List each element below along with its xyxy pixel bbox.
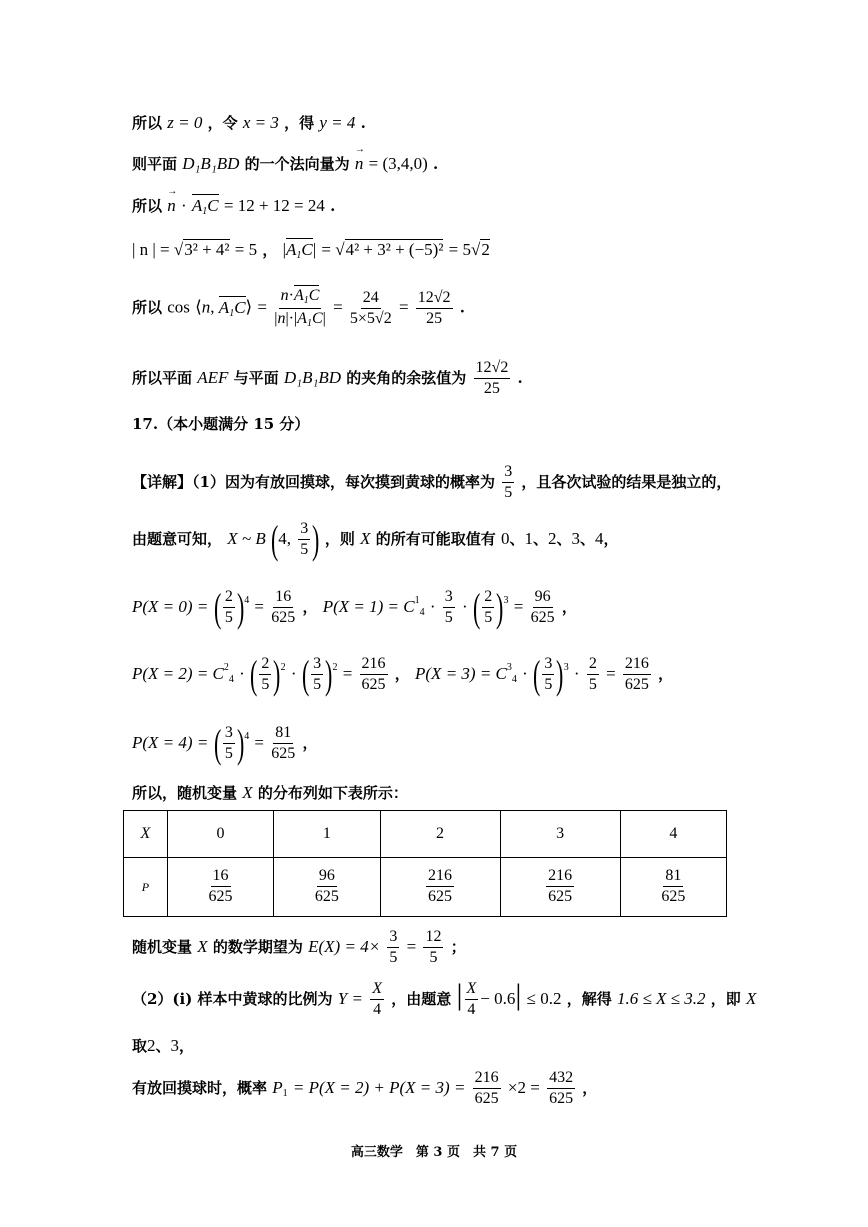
vector-n: → n [355, 155, 364, 172]
text: . [330, 197, 336, 215]
math: z = 0 [167, 113, 203, 132]
text: 的夹角的余弦值为 [346, 368, 467, 387]
fraction: $\frac{2}{5}$ [261, 655, 270, 693]
exponent: 2 [280, 662, 286, 673]
text: 、 [155, 1037, 171, 1055]
fraction: $\frac{2}{5}$ [484, 588, 493, 626]
solution-line: 所以 cos ⟨n, $A_1C⟩$ = $\frac{n\cdot A_1C}{|n|\cdot|A_1C|}$ = $\frac{24}{5\times 5√2}$ = $\frac{12√2}{25}$ . [132, 287, 466, 329]
fraction: $\frac{2}{5}$ [224, 588, 233, 626]
table-cell: 3 [500, 811, 620, 858]
solution-line [132, 155, 438, 172]
text: ； [450, 937, 466, 956]
table-header-row [124, 811, 727, 858]
table-cell: $\frac{81}{625}$ [620, 858, 726, 917]
math: 3 [571, 529, 580, 548]
math: P(X = 4) = [132, 733, 209, 752]
math: = 12 + 12 = 24 [223, 196, 325, 215]
text: . [459, 298, 466, 317]
table-row [124, 858, 727, 917]
math: 3 [170, 1036, 180, 1055]
table-cell: $\frac{16}{625}$ [167, 858, 273, 917]
text: 有放回摸球时，概率 [132, 1078, 268, 1097]
math: = [254, 597, 265, 616]
math: · [461, 597, 468, 616]
math: D₁B₁BD [182, 154, 240, 173]
text: . [517, 368, 523, 387]
text: 则平面 [132, 155, 178, 173]
fraction: $\frac{96}{625}$ [530, 588, 555, 626]
solution-line [132, 464, 731, 502]
text: ，且各次试验的结果是独立的， [521, 472, 732, 491]
math: = [513, 597, 524, 616]
vector-a1c: $A_1C$ [191, 196, 219, 217]
probability-line: P(X = 4) = ( $\frac{3}{5}$ )$^4$ = $\frac{81}{625}$ ， [132, 721, 318, 766]
fraction: $\frac{12√2}{25}$ [475, 359, 509, 397]
footer-text: 高三数学 第 3 页 共 7 页 [350, 1145, 518, 1160]
text: 17.（本小题满分 15 分） [132, 415, 310, 433]
math: 2 [547, 529, 557, 548]
fraction: $\frac{3}{5}$ [544, 655, 553, 693]
math: 2 [481, 240, 490, 259]
text: 、 [580, 530, 596, 548]
math: Y = [337, 989, 363, 1008]
math: P(X = 1) = C [322, 597, 415, 616]
fraction: $\frac{n\cdot A_1C}{|n|\cdot|A_1C|}$ [274, 287, 326, 329]
text: ，令 [207, 114, 238, 132]
exponent: 2 [332, 662, 338, 673]
sqrt-sign: √ [173, 240, 184, 259]
text: 所以 [132, 298, 163, 317]
exponent: 3 [563, 662, 569, 673]
text: ， [658, 665, 674, 683]
table-cell: 2 [380, 811, 500, 858]
text: ， [262, 241, 278, 259]
solution-line [132, 980, 756, 1019]
math: X [360, 529, 371, 548]
probability-line: P(X = 0) = ( $\frac{2}{5}$ )$^4$ = $\frac{16}{625}$ ， $P(X = 1) = C^1_4$ · $\frac{3}{5}$ · ( $\frac{2}{5}$ )$^3$ = $\frac{96}{625}$ ， [132, 585, 577, 630]
math: = [321, 240, 336, 259]
problem-heading [132, 417, 309, 432]
math: = 5 [234, 240, 258, 259]
math: P(X = 2) = C [132, 664, 224, 683]
text: ， [561, 598, 577, 616]
text: 的分布列如下表所示： [257, 784, 408, 802]
distribution-table [123, 810, 727, 917]
math: E(X) = 4× [308, 936, 381, 956]
abs-bar: | [312, 240, 317, 259]
math: 4, [278, 529, 292, 548]
solution-line [132, 360, 523, 398]
math: − 0.6 [480, 989, 516, 1008]
math: P(X = 3) = C [415, 664, 507, 683]
math: 4² + 3² + (−5)² [345, 240, 444, 259]
math: · [239, 664, 245, 683]
fraction: $\frac{432}{625}$ [549, 1069, 574, 1107]
fraction: $\frac{12√2}{25}$ [417, 288, 451, 327]
text: 、 [532, 530, 548, 548]
text: ， [582, 1078, 598, 1097]
text: 的数学期望为 [212, 937, 303, 956]
exponent: 3 [503, 595, 509, 606]
text: 【详解】（1）因为有放回摸球，每次摸到黄球的概率为 [132, 472, 495, 491]
fraction: $\frac{12}{5}$ [425, 928, 442, 966]
text: 所以 [132, 114, 163, 132]
math: ×2 = [507, 1077, 540, 1097]
math: X [242, 783, 253, 802]
math: X ~ B [227, 529, 266, 548]
math: 1 [524, 529, 533, 548]
math: = [342, 664, 353, 683]
exponent: 4 [244, 595, 250, 606]
math: cos [167, 297, 190, 317]
fraction: $\frac{3}{5}$ [313, 655, 322, 693]
solution-line [132, 1037, 194, 1054]
angle-bracket: ⟨n, $A_1C⟩$ [195, 297, 253, 319]
vector-a1c: $A_1C$ [286, 240, 313, 261]
fraction: $\frac{81}{625}$ [271, 724, 296, 762]
text: ， [603, 530, 619, 548]
text: . [360, 114, 366, 132]
math: = P(X = 2) + P(X = 3) = [292, 1077, 466, 1097]
fraction: $\frac{3}{5}$ [389, 928, 398, 966]
solution-line [132, 241, 490, 261]
abs-bar: | [282, 240, 286, 259]
text: 、 [556, 530, 572, 548]
math: = [254, 733, 265, 752]
solution-line: 有放回摸球时，概率 $P_1 = P(X = 2) + P(X = 3)$ = $\frac{216}{625}$ ×2 = $\frac{432}{625}$ ， [132, 1069, 598, 1107]
text: 取 [132, 1037, 148, 1055]
fraction: $\frac{3}{5}$ [504, 463, 513, 501]
text: ， [302, 734, 318, 752]
sqrt-sign: √ [471, 240, 481, 259]
table-cell: $\frac{216}{625}$ [500, 858, 620, 917]
table-cell: $\frac{216}{625}$ [380, 858, 500, 917]
math: 0 [500, 529, 510, 548]
text: ， [302, 598, 318, 616]
table-cell: 0 [167, 811, 273, 858]
text: ， [394, 665, 410, 683]
text: 随机变量 [132, 937, 193, 956]
text: ， [179, 1037, 195, 1055]
math: 4 [595, 529, 604, 548]
math: = 5 [448, 240, 472, 259]
text: ，由题意 [391, 990, 452, 1008]
sqrt-sign: √ [335, 240, 345, 259]
fraction: $\frac{16}{625}$ [271, 588, 296, 626]
table-cell: 1 [274, 811, 380, 858]
math: · [573, 664, 580, 683]
fraction: $\frac{X}{4}$ [372, 980, 382, 1018]
text: 所以，随机变量 [132, 784, 238, 802]
math: · [429, 597, 436, 616]
math: D₁B₁BD [283, 367, 342, 387]
text: . [433, 155, 439, 173]
math: AEF [197, 367, 229, 387]
abs-bar: | [456, 978, 463, 1011]
math: = (3,4,0) [368, 154, 428, 173]
solution-line [132, 197, 335, 217]
fraction: $\frac{2}{5}$ [588, 655, 597, 693]
fraction: $\frac{216}{625}$ [361, 655, 386, 693]
fraction: $\frac{216}{625}$ [624, 655, 649, 693]
exponent: 4 [244, 731, 250, 742]
math: · [290, 664, 297, 683]
table-cell: X [124, 811, 168, 858]
dot: · [180, 196, 187, 215]
probability-line: $P(X = 2) = C^2_4$ · ( $\frac{2}{5}$ )$^2$ · ( $\frac{3}{5}$ )$^2$ = $\frac{216}{625}$ ， $P(X = 3) = C^3_4$ · ( $\frac{3}{5}$ )$^3$ · $\frac{2}{5}$ = $\frac{216}{625}$ ， [132, 652, 674, 697]
text: 所以 [132, 197, 163, 215]
fraction: $\frac{3}{5}$ [224, 724, 233, 762]
math: y = 4 [319, 113, 356, 132]
math: | n | = [132, 240, 174, 259]
text: 、 [509, 530, 525, 548]
solution-line [132, 929, 466, 967]
math: ≤ 0.2 [526, 989, 562, 1008]
fraction: $\frac{24}{5\times 5√2}$ [349, 288, 392, 327]
text: 的一个法向量为 [244, 155, 350, 173]
math: = [606, 664, 616, 683]
text: 与平面 [233, 368, 279, 387]
fraction: $\frac{3}{5}$ [300, 520, 309, 558]
solution-line: 由题意可知， X ~ B (4, $\frac{3}{5}$ ) ，则 X 的所有可能取值有 0、1、2、3、4， [132, 517, 619, 562]
vector-n: → n [167, 197, 176, 214]
fraction: $\frac{3}{5}$ [444, 588, 453, 626]
text: 的所有可能取值有 [375, 530, 496, 548]
table-cell: P [124, 858, 168, 917]
text: ，即 [710, 990, 741, 1008]
text: ，则 [324, 530, 355, 548]
math: X [197, 936, 208, 956]
solution-line [132, 114, 366, 131]
text: （2）(i) 样本中黄球的比例为 [132, 990, 333, 1008]
text: 由题意可知， [132, 530, 223, 548]
table-cell: $\frac{96}{625}$ [274, 858, 380, 917]
math: 3² + 4² [184, 240, 230, 259]
fraction: $\frac{216}{625}$ [474, 1069, 499, 1107]
page-footer [0, 1141, 868, 1160]
math: · [522, 664, 528, 683]
abs-bar: | [515, 978, 522, 1011]
math: 2 [147, 1036, 156, 1055]
math: P(X = 0) = [132, 597, 209, 616]
table-cell: 4 [620, 811, 726, 858]
text: ，解得 [566, 990, 612, 1008]
solution-line [132, 784, 408, 801]
math: x = 3 [242, 113, 279, 132]
text: 所以平面 [132, 368, 193, 387]
math: = [406, 936, 417, 956]
math: X [745, 989, 757, 1008]
math: 1.6 ≤ X ≤ 3.2 [616, 989, 706, 1008]
fraction: $\frac{X}{4}$ [466, 980, 477, 1018]
text: ，得 [284, 114, 315, 132]
math: P [272, 1077, 283, 1097]
